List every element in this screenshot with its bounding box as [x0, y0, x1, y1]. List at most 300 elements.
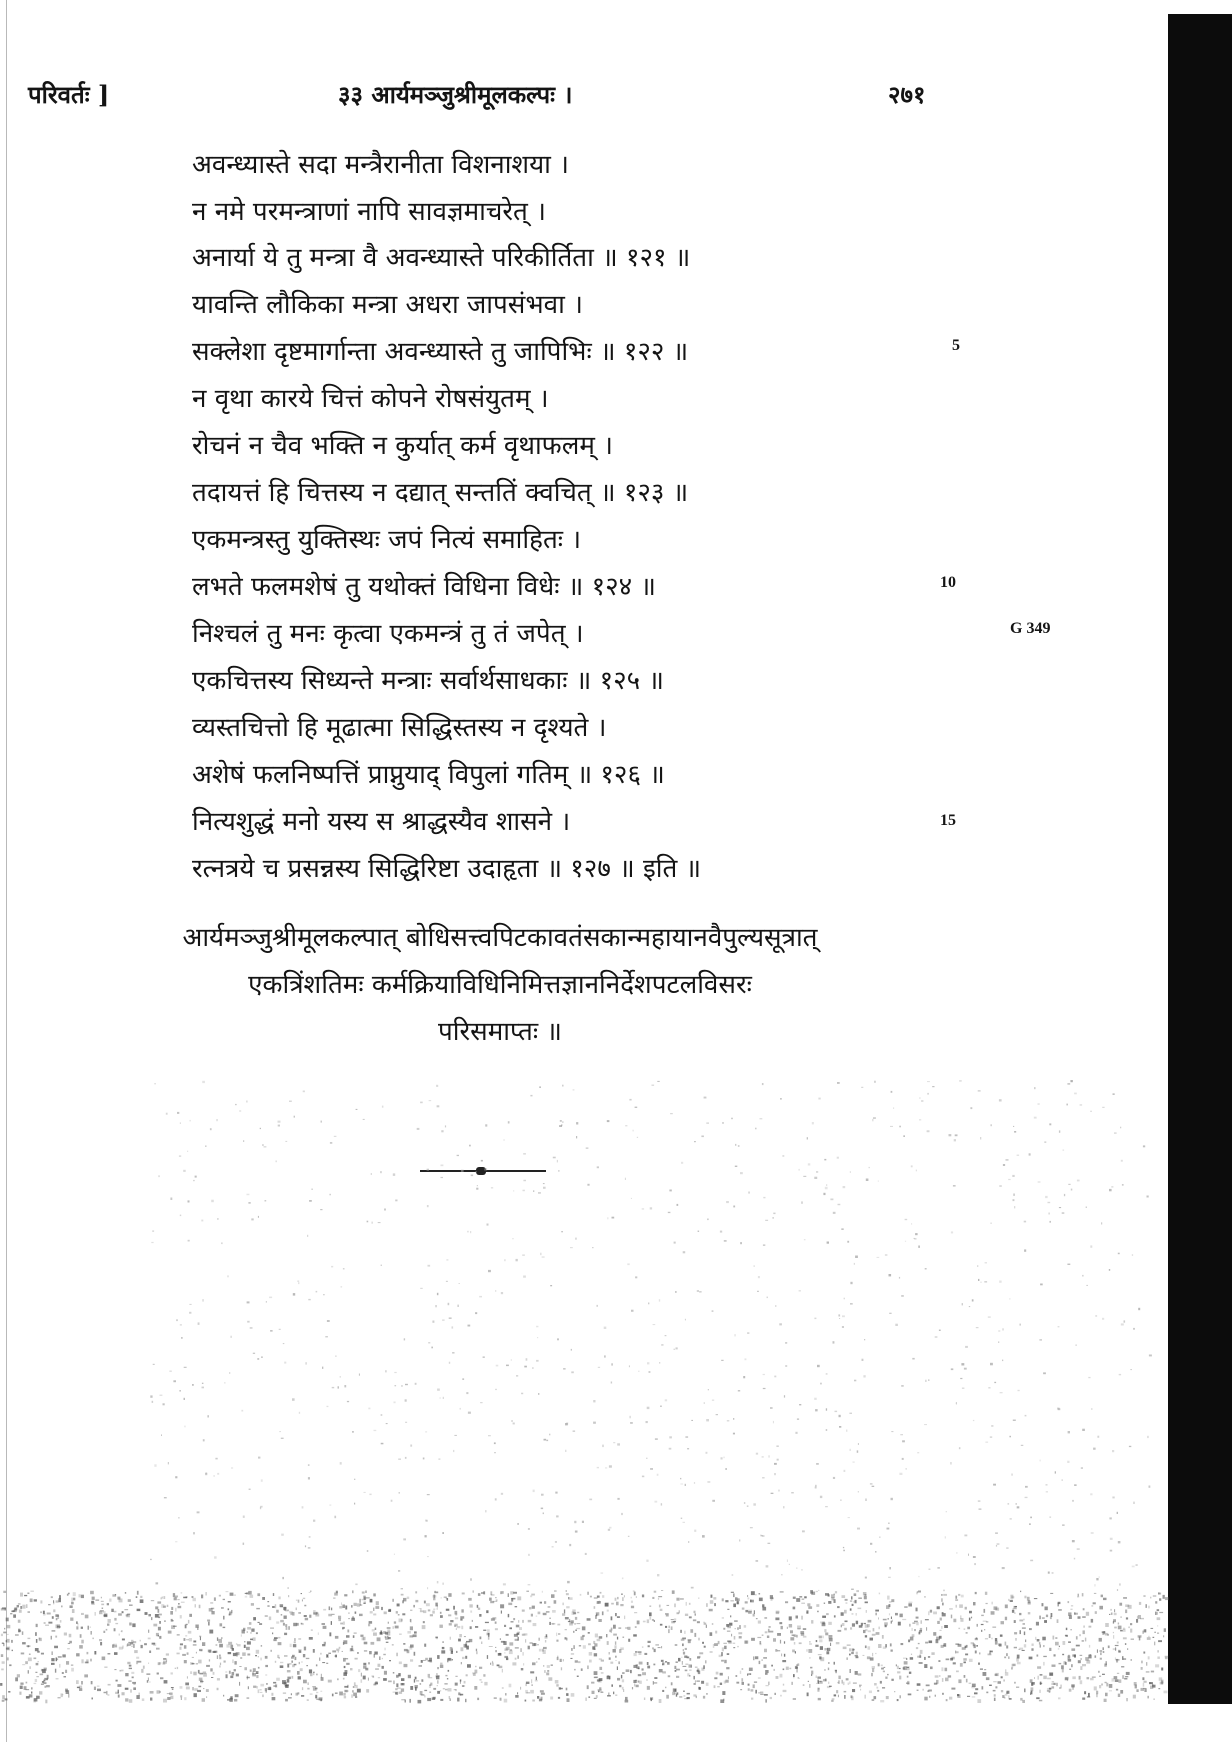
noise-speck — [592, 1691, 595, 1694]
noise-speck — [734, 1636, 736, 1640]
noise-speck — [1014, 1131, 1016, 1133]
noise-speck — [826, 1429, 828, 1431]
noise-speck — [1155, 1664, 1159, 1667]
noise-speck — [420, 1691, 423, 1695]
noise-speck — [88, 1626, 89, 1630]
noise-speck — [999, 1281, 1001, 1283]
noise-speck — [885, 1677, 887, 1679]
noise-speck — [115, 1623, 118, 1624]
noise-speck — [509, 1642, 513, 1645]
noise-speck — [613, 1625, 616, 1629]
noise-speck — [269, 1617, 271, 1621]
noise-speck — [56, 1600, 59, 1602]
noise-speck — [766, 1685, 769, 1686]
noise-speck — [1038, 1103, 1040, 1105]
noise-speck — [816, 1676, 817, 1679]
noise-speck — [1035, 1637, 1036, 1640]
noise-speck — [765, 1220, 768, 1221]
noise-speck — [994, 1698, 996, 1701]
noise-speck — [1059, 1663, 1062, 1664]
noise-speck — [917, 1683, 921, 1686]
noise-speck — [828, 1668, 829, 1671]
noise-speck — [943, 1594, 947, 1596]
noise-speck — [126, 1614, 129, 1616]
noise-speck — [720, 1683, 722, 1685]
noise-speck — [605, 1467, 607, 1468]
noise-speck — [742, 1669, 744, 1670]
noise-speck — [435, 1637, 438, 1639]
noise-speck — [1028, 1612, 1031, 1614]
noise-speck — [158, 1662, 161, 1665]
noise-speck — [1109, 1269, 1110, 1271]
noise-speck — [403, 1598, 406, 1602]
noise-speck — [1109, 1517, 1111, 1519]
noise-speck — [160, 1395, 163, 1396]
noise-speck — [843, 1186, 846, 1188]
noise-speck — [504, 1652, 506, 1653]
noise-speck — [1067, 1461, 1069, 1463]
noise-speck — [24, 1595, 27, 1596]
noise-speck — [864, 1339, 865, 1340]
noise-speck — [1133, 1502, 1134, 1504]
noise-speck — [256, 1686, 258, 1689]
noise-speck — [388, 1609, 391, 1612]
noise-speck — [522, 1610, 525, 1612]
noise-speck — [1117, 1512, 1118, 1514]
noise-speck — [36, 1639, 38, 1643]
noise-speck — [449, 1317, 452, 1319]
noise-speck — [443, 1583, 444, 1585]
noise-speck — [575, 1660, 578, 1662]
noise-speck — [343, 1622, 345, 1625]
noise-speck — [636, 1666, 639, 1669]
noise-speck — [454, 1689, 457, 1690]
noise-speck — [345, 1670, 348, 1674]
noise-speck — [163, 1596, 165, 1599]
noise-speck — [775, 1306, 776, 1307]
noise-speck — [164, 1620, 165, 1622]
noise-speck — [685, 1648, 687, 1650]
noise-speck — [1111, 1609, 1112, 1611]
noise-speck — [560, 1120, 562, 1122]
noise-speck — [573, 1089, 575, 1090]
noise-speck — [118, 1695, 120, 1698]
noise-speck — [153, 1643, 156, 1646]
noise-speck — [540, 1253, 542, 1256]
noise-speck — [401, 1594, 404, 1596]
noise-speck — [891, 1431, 893, 1432]
noise-speck — [617, 1597, 618, 1599]
noise-speck — [783, 1506, 784, 1508]
noise-speck — [353, 1693, 357, 1697]
noise-speck — [278, 1597, 280, 1600]
noise-speck — [539, 1086, 541, 1088]
noise-speck — [316, 1699, 320, 1700]
noise-speck — [829, 1638, 833, 1641]
noise-speck — [501, 1611, 502, 1614]
noise-speck — [373, 1633, 377, 1636]
noise-speck — [688, 1541, 689, 1542]
noise-speck — [665, 1661, 667, 1662]
noise-speck — [777, 1459, 779, 1461]
noise-speck — [1070, 1629, 1072, 1630]
noise-speck — [481, 1592, 484, 1593]
noise-speck — [620, 1604, 623, 1606]
noise-speck — [611, 1382, 612, 1384]
noise-speck — [462, 1657, 465, 1659]
noise-speck — [870, 1543, 872, 1545]
noise-speck — [1055, 1471, 1056, 1473]
noise-speck — [381, 1607, 383, 1610]
noise-speck — [132, 1623, 135, 1627]
noise-speck — [626, 1669, 630, 1672]
noise-speck — [803, 1636, 807, 1638]
noise-speck — [136, 1596, 138, 1598]
noise-speck — [122, 1692, 125, 1695]
noise-speck — [294, 1641, 296, 1643]
noise-speck — [647, 1662, 649, 1665]
noise-speck — [382, 1106, 384, 1108]
noise-speck — [455, 1676, 457, 1677]
noise-speck — [39, 1638, 41, 1640]
noise-speck — [433, 1598, 436, 1600]
noise-speck — [808, 1681, 809, 1682]
noise-speck — [615, 1613, 617, 1616]
noise-speck — [184, 1697, 186, 1700]
noise-speck — [298, 1612, 301, 1613]
noise-speck — [1151, 1628, 1154, 1629]
noise-speck — [333, 1597, 335, 1599]
noise-speck — [224, 1382, 225, 1383]
noise-speck — [22, 1605, 25, 1609]
noise-speck — [837, 1606, 840, 1608]
noise-speck — [647, 1362, 649, 1364]
noise-speck — [930, 1610, 932, 1613]
noise-speck — [506, 1647, 510, 1650]
noise-speck — [475, 1171, 477, 1173]
noise-speck — [495, 1628, 498, 1630]
noise-speck — [289, 1101, 292, 1102]
noise-speck — [796, 1567, 797, 1569]
noise-speck — [835, 1591, 837, 1593]
noise-speck — [363, 1663, 366, 1665]
noise-speck — [671, 1682, 673, 1685]
noise-speck — [720, 1673, 723, 1676]
noise-speck — [404, 1664, 408, 1667]
noise-speck — [613, 1634, 617, 1636]
noise-speck — [769, 1631, 773, 1633]
noise-speck — [688, 1640, 691, 1643]
noise-speck — [1078, 1616, 1081, 1619]
noise-speck — [481, 1160, 483, 1162]
noise-speck — [522, 1254, 525, 1256]
noise-speck — [1053, 1636, 1055, 1640]
noise-speck — [858, 1491, 859, 1492]
noise-speck — [461, 1170, 464, 1172]
noise-speck — [494, 1442, 496, 1444]
noise-speck — [815, 1487, 817, 1489]
noise-speck — [167, 1697, 170, 1700]
noise-speck — [251, 1629, 254, 1632]
noise-speck — [810, 1590, 813, 1594]
noise-speck — [4, 1628, 5, 1630]
noise-speck — [496, 1599, 498, 1601]
noise-speck — [1050, 1221, 1051, 1223]
noise-speck — [683, 1652, 685, 1655]
noise-speck — [580, 1594, 582, 1596]
noise-speck — [500, 1638, 501, 1640]
noise-speck — [487, 1655, 488, 1659]
noise-speck — [783, 1690, 787, 1692]
noise-speck — [394, 1372, 396, 1373]
noise-speck — [7, 1639, 10, 1643]
noise-speck — [280, 1431, 281, 1432]
noise-speck — [106, 1629, 108, 1631]
noise-speck — [71, 1668, 74, 1672]
noise-speck — [716, 1414, 718, 1415]
noise-speck — [992, 1626, 996, 1628]
noise-speck — [294, 1638, 295, 1641]
noise-speck — [1013, 1199, 1015, 1201]
noise-speck — [1014, 1632, 1017, 1634]
noise-speck — [754, 1682, 757, 1683]
noise-speck — [1143, 1145, 1145, 1147]
noise-speck — [940, 1618, 942, 1621]
noise-speck — [122, 1639, 125, 1641]
noise-speck — [442, 1647, 444, 1648]
noise-speck — [814, 1398, 817, 1400]
noise-speck — [1126, 1698, 1128, 1701]
noise-speck — [567, 1698, 570, 1702]
noise-speck — [193, 1644, 197, 1645]
noise-speck — [655, 1438, 658, 1440]
noise-speck — [446, 1281, 448, 1282]
noise-speck — [256, 1608, 260, 1609]
noise-speck — [792, 1650, 795, 1653]
noise-speck — [781, 1654, 782, 1657]
noise-speck — [1050, 1593, 1053, 1594]
noise-speck — [495, 1290, 496, 1291]
noise-speck — [1136, 1564, 1138, 1566]
noise-speck — [855, 1655, 858, 1656]
noise-speck — [1062, 1654, 1064, 1655]
noise-speck — [91, 1681, 93, 1684]
noise-speck — [344, 1696, 346, 1698]
noise-speck — [1030, 1560, 1033, 1562]
noise-speck — [652, 1597, 654, 1599]
noise-speck — [1102, 1674, 1105, 1675]
noise-speck — [1037, 1666, 1041, 1669]
noise-speck — [803, 1628, 806, 1630]
noise-speck — [180, 1686, 183, 1689]
noise-speck — [472, 1620, 473, 1622]
noise-speck — [95, 1612, 96, 1616]
noise-speck — [885, 1254, 888, 1256]
noise-speck — [515, 1606, 518, 1607]
noise-speck — [1072, 1540, 1075, 1542]
noise-speck — [388, 1637, 391, 1639]
noise-speck — [871, 1673, 873, 1676]
noise-speck — [591, 1682, 594, 1684]
noise-speck — [648, 1303, 649, 1305]
noise-speck — [882, 1635, 884, 1639]
noise-speck — [280, 1620, 284, 1622]
noise-speck — [521, 1648, 522, 1652]
noise-speck — [223, 1616, 224, 1620]
noise-speck — [129, 1699, 133, 1703]
noise-speck — [1049, 1123, 1051, 1125]
noise-speck — [1049, 1517, 1051, 1518]
noise-speck — [316, 1291, 318, 1293]
noise-speck — [366, 1597, 370, 1599]
noise-speck — [10, 1613, 12, 1614]
noise-speck — [999, 1099, 1002, 1101]
noise-speck — [733, 1433, 735, 1435]
noise-speck — [589, 1652, 592, 1656]
noise-speck — [833, 1477, 835, 1479]
noise-speck — [668, 1626, 670, 1629]
noise-speck — [173, 1593, 175, 1597]
noise-speck — [323, 1609, 326, 1611]
noise-speck — [464, 1636, 466, 1637]
noise-speck — [456, 1628, 457, 1630]
noise-speck — [1117, 1642, 1119, 1644]
noise-speck — [1148, 1636, 1150, 1638]
noise-speck — [917, 1690, 919, 1691]
noise-speck — [359, 1599, 361, 1603]
noise-speck — [476, 1651, 478, 1654]
noise-speck — [631, 1606, 634, 1609]
noise-speck — [610, 1662, 613, 1664]
noise-speck — [468, 1412, 471, 1414]
noise-speck — [847, 1645, 851, 1646]
noise-speck — [157, 1690, 160, 1693]
noise-speck — [440, 1612, 442, 1614]
noise-speck — [575, 1630, 576, 1632]
noise-speck — [441, 1130, 443, 1132]
noise-speck — [780, 1098, 782, 1099]
noise-speck — [311, 1629, 313, 1631]
noise-speck — [368, 1678, 369, 1681]
noise-speck — [386, 1423, 388, 1424]
noise-speck — [420, 1288, 423, 1289]
noise-speck — [70, 1618, 73, 1621]
noise-speck — [1103, 1598, 1107, 1600]
noise-speck — [280, 1604, 284, 1607]
noise-speck — [35, 1648, 39, 1651]
noise-speck — [36, 1624, 38, 1627]
noise-speck — [566, 1638, 567, 1641]
noise-speck — [429, 1692, 431, 1693]
noise-speck — [533, 1490, 535, 1493]
noise-speck — [513, 1592, 517, 1594]
noise-speck — [1134, 1682, 1137, 1685]
noise-speck — [424, 1644, 426, 1647]
noise-speck — [352, 1590, 353, 1593]
noise-speck — [1062, 1524, 1065, 1526]
noise-speck — [1099, 1577, 1100, 1578]
noise-speck — [136, 1657, 139, 1659]
noise-speck — [738, 1145, 740, 1147]
noise-speck — [230, 1593, 234, 1596]
noise-speck — [125, 1698, 128, 1701]
noise-speck — [1087, 1677, 1090, 1679]
noise-speck — [951, 1368, 954, 1370]
noise-speck — [676, 1661, 678, 1663]
noise-speck — [838, 1204, 841, 1205]
noise-speck — [1077, 1180, 1080, 1182]
noise-speck — [448, 1593, 451, 1597]
noise-speck — [210, 1668, 212, 1671]
noise-speck — [56, 1678, 59, 1679]
noise-speck — [1045, 1196, 1048, 1198]
noise-speck — [854, 1263, 855, 1265]
noise-speck — [153, 1624, 157, 1627]
noise-speck — [735, 1597, 738, 1601]
noise-speck — [466, 1674, 468, 1676]
noise-speck — [469, 1639, 473, 1642]
noise-speck — [1048, 1572, 1050, 1574]
noise-speck — [361, 1673, 362, 1677]
noise-speck — [508, 1121, 510, 1123]
noise-speck — [887, 1674, 889, 1675]
noise-speck — [850, 1669, 851, 1673]
noise-speck — [951, 1615, 952, 1619]
noise-speck — [202, 1383, 204, 1384]
noise-speck — [325, 1336, 328, 1337]
noise-speck — [306, 1658, 310, 1659]
noise-speck — [385, 1632, 388, 1635]
noise-speck — [954, 1139, 956, 1141]
noise-speck — [799, 1290, 801, 1291]
noise-speck — [551, 1664, 553, 1666]
noise-speck — [1079, 1634, 1081, 1636]
noise-speck — [1130, 1369, 1132, 1370]
noise-speck — [365, 1591, 367, 1594]
noise-speck — [90, 1591, 94, 1594]
noise-speck — [902, 1458, 904, 1460]
noise-speck — [213, 1672, 215, 1675]
noise-speck — [457, 1626, 461, 1628]
noise-speck — [986, 1692, 988, 1694]
noise-speck — [667, 1605, 670, 1606]
noise-speck — [617, 1678, 620, 1681]
noise-speck — [875, 1610, 879, 1612]
noise-speck — [748, 1688, 750, 1691]
noise-speck — [477, 1185, 478, 1186]
noise-speck — [310, 1591, 312, 1592]
noise-speck — [1063, 1641, 1066, 1645]
noise-speck — [566, 1693, 568, 1696]
noise-speck — [598, 1367, 600, 1368]
noise-speck — [918, 1643, 920, 1644]
noise-speck — [714, 1685, 716, 1688]
noise-speck — [1121, 1666, 1124, 1668]
noise-speck — [617, 1637, 618, 1640]
noise-speck — [647, 1619, 649, 1623]
noise-speck — [1115, 1679, 1119, 1682]
noise-speck — [995, 1638, 997, 1641]
noise-speck — [363, 1676, 366, 1680]
noise-speck — [407, 1631, 411, 1634]
noise-speck — [352, 1690, 354, 1692]
noise-speck — [1128, 1627, 1130, 1629]
noise-speck — [779, 1622, 782, 1624]
noise-speck — [514, 1634, 518, 1637]
noise-speck — [286, 1627, 288, 1630]
noise-speck — [706, 1603, 707, 1607]
noise-speck — [542, 1591, 543, 1593]
